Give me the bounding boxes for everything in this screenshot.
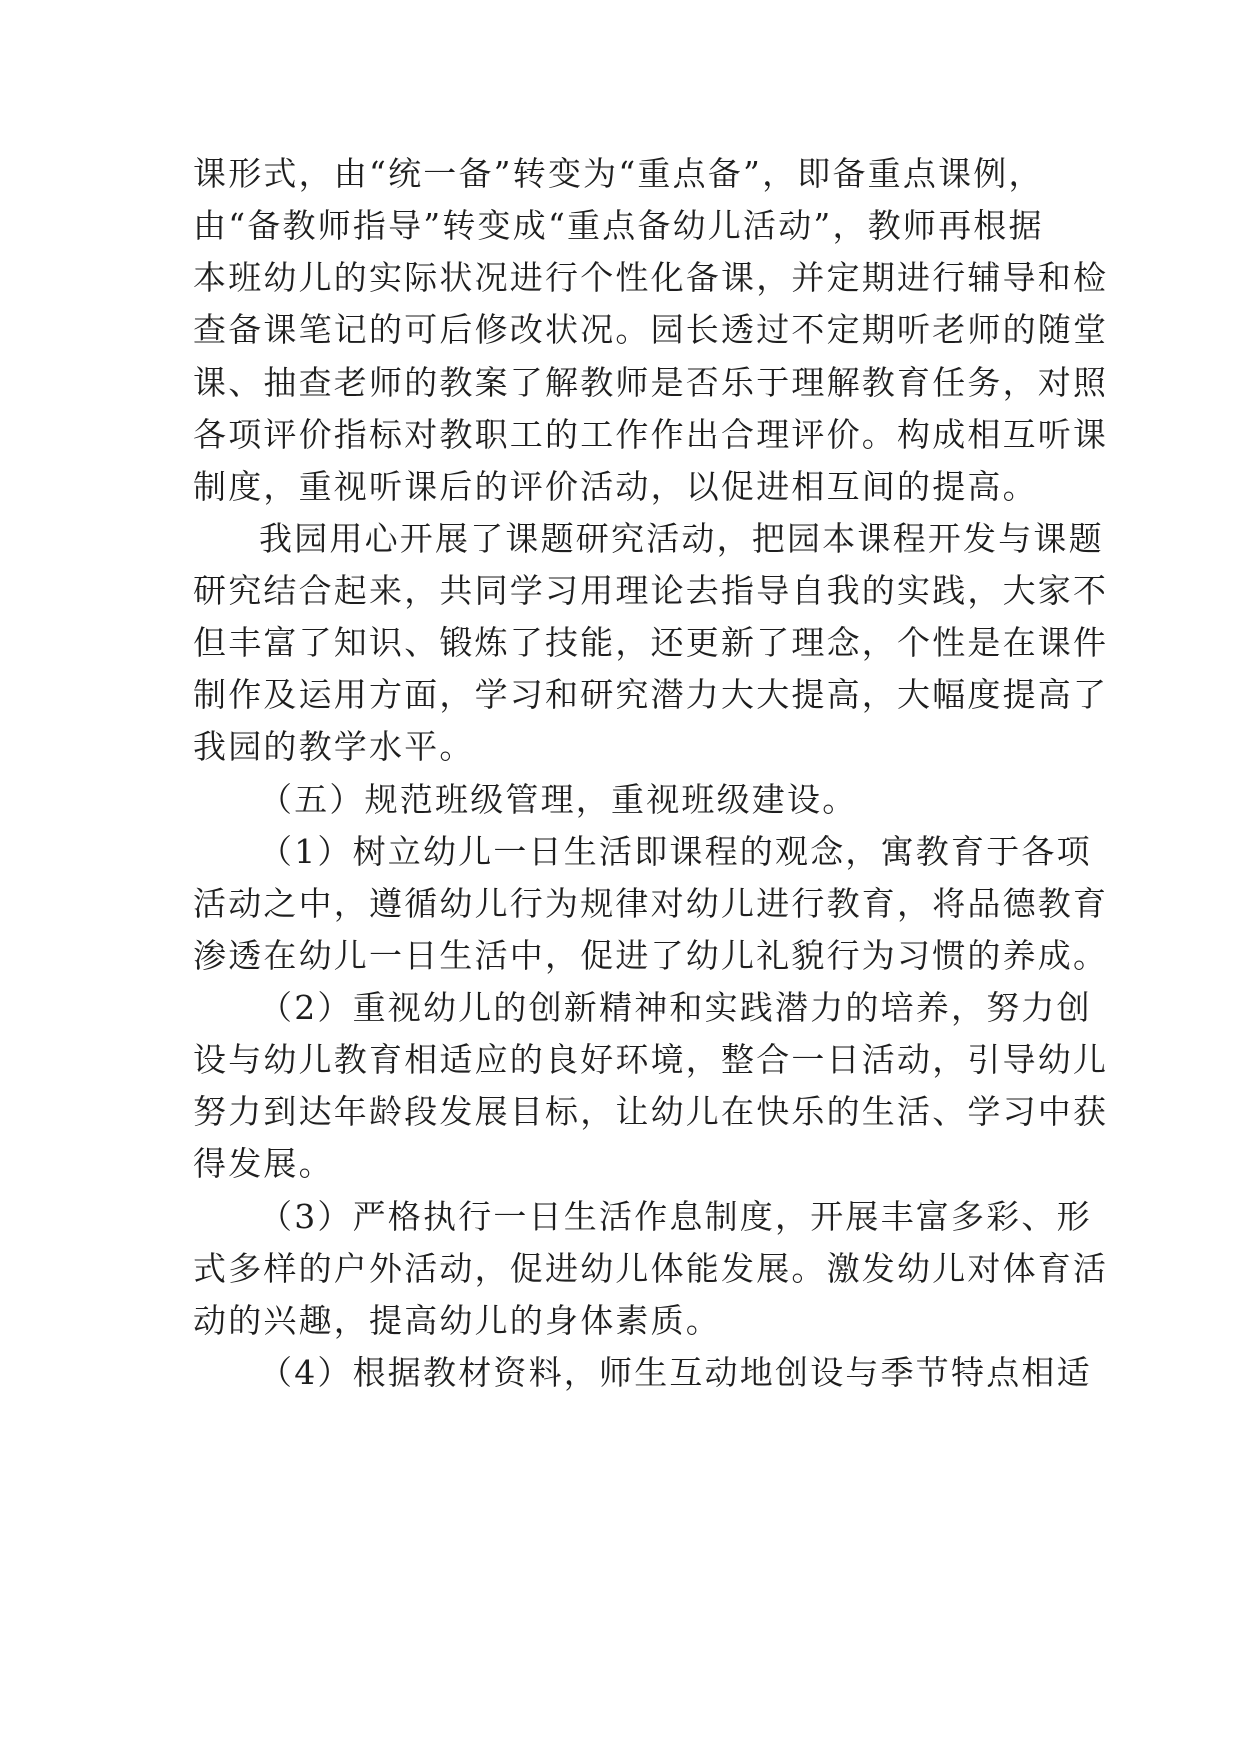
text-line: 活动之中，遵循幼儿行为规律对幼儿进行教育，将品德教育 [193,884,1109,923]
text-line: 各项评价指标对教职工的工作作出合理评价。构成相互听课 [193,415,1109,454]
text-line: 查备课笔记的可后修改状况。园长透过不定期听老师的随堂 [193,310,1109,349]
text-line: 制作及运用方面，学习和研究潜力大大提高，大幅度提高了 [193,675,1109,714]
text-line: 本班幼儿的实际状况进行个性化备课，并定期进行辅导和检 [193,258,1109,297]
text-line: 我园的教学水平。 [193,727,475,766]
paragraph-first-line: （2）重视幼儿的创新精神和实践潜力的培养，努力创 [259,988,1092,1027]
text-line: 研究结合起来，共同学习用理论去指导自我的实践，大家不 [193,571,1109,610]
text-line: 努力到达年龄段发展目标，让幼儿在快乐的生活、学习中获 [193,1092,1109,1131]
text-line: 但丰富了知识、锻炼了技能，还更新了理念，个性是在课件 [193,623,1109,662]
text-line: 动的兴趣，提高幼儿的身体素质。 [193,1301,721,1340]
text-line: 课、抽查老师的教案了解教师是否乐于理解教育任务，对照 [193,363,1109,402]
section-heading: （五）规范班级管理，重视班级建设。 [259,780,858,819]
paragraph-first-line: （1）树立幼儿一日生活即课程的观念，寓教育于各项 [259,832,1092,871]
text-line: 得发展。 [193,1144,334,1183]
text-line: 制度，重视听课后的评价活动，以促进相互间的提高。 [193,467,1038,506]
text-line: 式多样的户外活动，促进幼儿体能发展。激发幼儿对体育活 [193,1249,1109,1288]
text-line: 设与幼儿教育相适应的良好环境，整合一日活动，引导幼儿 [193,1040,1109,1079]
text-line: 渗透在幼儿一日生活中，促进了幼儿礼貌行为习惯的养成。 [193,936,1109,975]
paragraph-first-line: 我园用心开展了课题研究活动，把园本课程开发与课题 [259,519,1104,558]
text-line: 课形式，由“统一备”转变为“重点备”，即备重点课例， [193,154,1044,193]
paragraph-first-line: （4）根据教材资料，师生互动地创设与季节特点相适 [259,1353,1092,1392]
text-line: 由“备教师指导”转变成“重点备幼儿活动”，教师再根据 [193,206,1044,245]
paragraph-first-line: （3）严格执行一日生活作息制度，开展丰富多彩、形 [259,1197,1092,1236]
